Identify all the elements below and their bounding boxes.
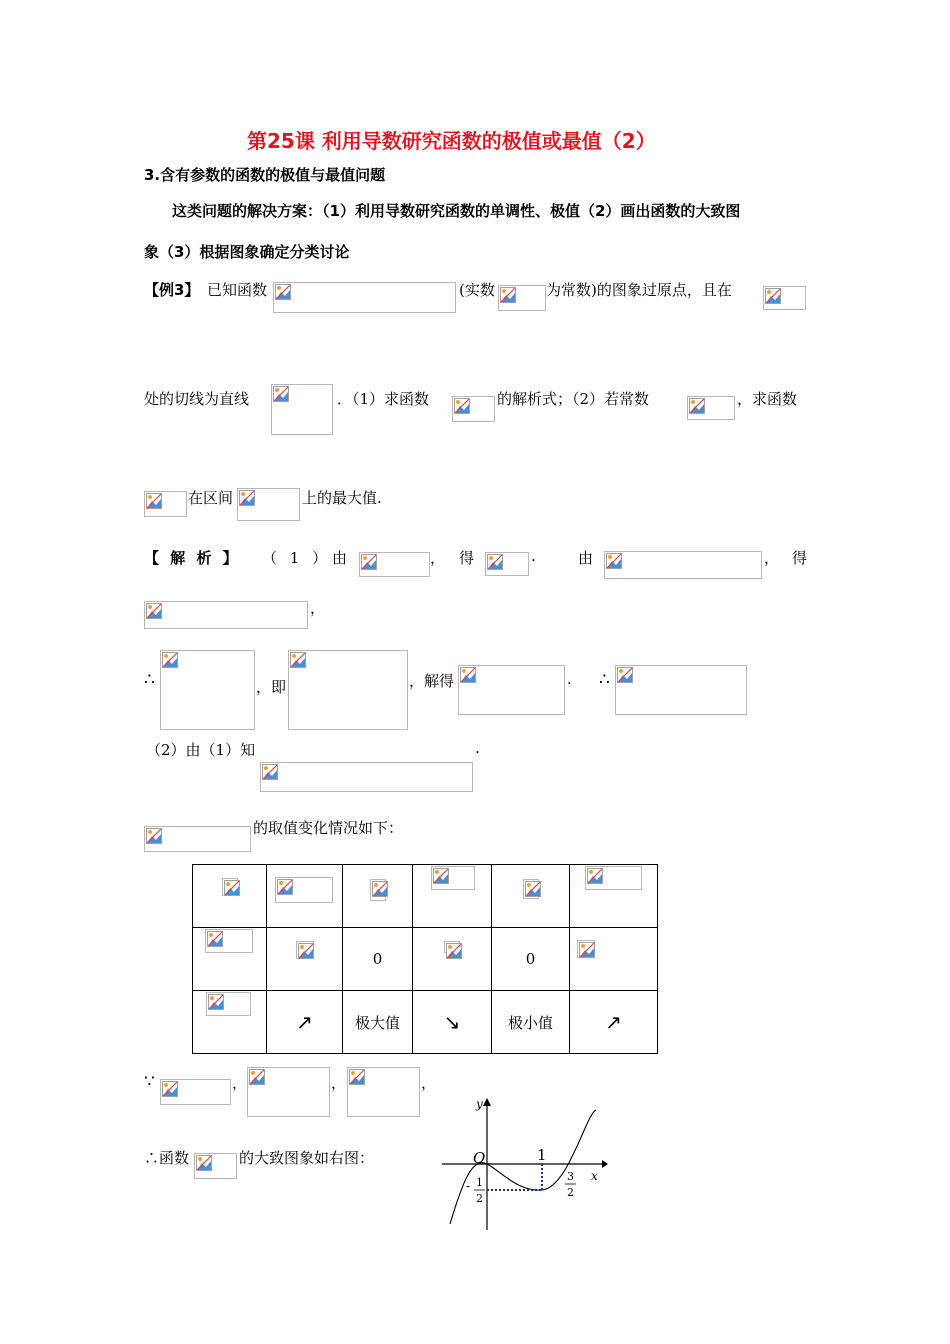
- table-cell: [413, 865, 492, 928]
- example-text-4: 处的切线为直线: [144, 390, 250, 408]
- three-half-numerator: 3: [567, 1170, 574, 1183]
- solution-text: .: [531, 547, 536, 565]
- neg-half-numerator: 1: [476, 1176, 483, 1189]
- example-text-9: 上的最大值.: [302, 489, 382, 507]
- solution-part2: （2）由（1）知: [146, 741, 256, 759]
- table-cell: [413, 928, 492, 991]
- formula-image: [359, 552, 430, 577]
- broken-image-icon: [579, 942, 595, 958]
- broken-image-icon: [433, 868, 449, 884]
- broken-image-icon: [298, 943, 314, 959]
- broken-image-icon: [349, 1069, 365, 1085]
- broken-image-icon: [196, 1155, 212, 1171]
- example-text-2: (实数: [459, 281, 495, 299]
- example-text-3: 为常数)的图象过原点，且在: [546, 281, 732, 299]
- table-cell: [267, 991, 343, 1054]
- broken-image-icon: [239, 490, 255, 506]
- therefore-symbol: ∴: [144, 670, 155, 690]
- increasing-arrow-icon: ↗: [605, 1010, 622, 1034]
- table-cell: [267, 865, 343, 928]
- solution-text: .: [567, 670, 572, 688]
- table-cell: [343, 865, 413, 928]
- formula-image: [273, 282, 456, 313]
- formula-image: [206, 992, 251, 1016]
- broken-image-icon: [446, 943, 462, 959]
- solution-text: ，: [430, 549, 446, 567]
- broken-image-icon: [146, 493, 162, 509]
- formula-image: [160, 1079, 231, 1105]
- example-text-5: ．（1）求函数: [337, 390, 430, 408]
- table-cell: 0: [492, 928, 570, 991]
- table-cell: [193, 991, 267, 1054]
- formula-image: [205, 929, 253, 953]
- broken-image-icon: [273, 386, 289, 402]
- formula-image: [144, 826, 251, 852]
- solution-text: ，: [421, 1074, 437, 1092]
- broken-image-icon: [460, 667, 476, 683]
- solution-text: 由: [332, 549, 348, 567]
- table-cell: 0: [343, 928, 413, 991]
- solution-text: ，: [232, 1074, 248, 1092]
- solution-text: 由: [578, 549, 594, 567]
- solution-text: ，解得: [409, 672, 455, 690]
- x-axis-label: x: [591, 1169, 598, 1183]
- table-cell: [570, 928, 658, 991]
- example-text-7: ，求函数: [737, 390, 798, 408]
- formula-image: [347, 1067, 420, 1117]
- broken-image-icon: [454, 398, 470, 414]
- formula-image: [687, 396, 735, 420]
- broken-image-icon: [587, 868, 603, 884]
- formula-image: [247, 1067, 330, 1117]
- example-text-8: 在区间: [188, 489, 234, 507]
- table-cell: [193, 865, 267, 928]
- section-heading: 3.含有参数的函数的极值与最值问题: [144, 166, 386, 184]
- variation-table: [192, 864, 658, 1054]
- formula-image: [370, 879, 386, 901]
- broken-image-icon: [290, 652, 306, 668]
- broken-image-icon: [275, 284, 291, 300]
- decreasing-arrow-icon: ↘: [443, 1010, 461, 1034]
- solution-text: 的取值变化情况如下：: [253, 819, 404, 837]
- formula-image: [271, 384, 333, 435]
- broken-image-icon: [765, 288, 781, 304]
- broken-image-icon: [617, 667, 633, 683]
- three-half-denominator: 2: [567, 1186, 574, 1199]
- solution-text: 得: [792, 549, 808, 567]
- formula-image: [222, 878, 238, 896]
- formula-image: [458, 665, 565, 715]
- solution-text: ，即: [256, 678, 287, 696]
- formula-image: [296, 941, 314, 959]
- broken-image-icon: [500, 287, 516, 303]
- formula-image: [237, 488, 300, 521]
- table-cell: [193, 928, 267, 991]
- broken-image-icon: [487, 554, 503, 570]
- broken-image-icon: [606, 553, 622, 569]
- table-cell: 极小值: [492, 991, 570, 1054]
- broken-image-icon: [689, 398, 705, 414]
- formula-image: [577, 940, 595, 958]
- because-symbol: ∵: [144, 1072, 155, 1092]
- formula-image: [763, 286, 806, 310]
- formula-image: [498, 285, 546, 311]
- broken-image-icon: [146, 603, 162, 619]
- solution-part1: （ 1 ）: [262, 549, 332, 567]
- function-graph: [436, 1094, 612, 1234]
- formula-image: [444, 941, 460, 953]
- y-axis-arrow-icon: [483, 1098, 491, 1106]
- broken-image-icon: [208, 994, 224, 1010]
- table-cell: [267, 928, 343, 991]
- broken-image-icon: [146, 828, 162, 844]
- broken-image-icon: [262, 764, 278, 780]
- solution-text: ，: [310, 599, 326, 617]
- therefore-symbol: ∴: [599, 670, 610, 690]
- broken-image-icon: [372, 881, 388, 897]
- solution-label: 【 解 析 】: [144, 549, 241, 567]
- table-cell: [413, 991, 492, 1054]
- formula-image: [260, 762, 473, 792]
- formula-image: [452, 396, 495, 422]
- broken-image-icon: [525, 881, 541, 897]
- solution-text: 得: [459, 549, 475, 567]
- formula-image: [275, 877, 333, 903]
- broken-image-icon: [361, 554, 377, 570]
- solution-text: ，: [764, 549, 780, 567]
- formula-image: [585, 866, 642, 890]
- broken-image-icon: [277, 879, 293, 895]
- formula-image: [485, 552, 529, 576]
- formula-image: [160, 650, 255, 730]
- page-title: 第25课 利用导数研究函数的极值或最值（2）: [247, 129, 656, 153]
- broken-image-icon: [162, 1081, 178, 1097]
- formula-image: [144, 601, 308, 629]
- x-axis-arrow-icon: [602, 1160, 608, 1168]
- example-label: 【例3】: [144, 281, 200, 299]
- table-row: [193, 991, 658, 1054]
- broken-image-icon: [162, 652, 178, 668]
- intro-line-2: 象（3）根据图象确定分类讨论: [144, 243, 350, 261]
- formula-image: [431, 866, 475, 890]
- neg-sign-label: -: [466, 1179, 471, 1193]
- example-text-6: 的解析式；（2）若常数: [497, 390, 650, 408]
- graph-caption-post: 的大致图象如右图：: [239, 1149, 375, 1167]
- broken-image-icon: [224, 880, 240, 896]
- example-text-1: 已知函数: [207, 281, 268, 299]
- table-row: [193, 928, 658, 991]
- intro-line-1: 这类问题的解决方案：（1）利用导数研究函数的单调性、极值（2）画出函数的大致图: [172, 202, 741, 220]
- y-axis-label: y: [476, 1097, 483, 1111]
- table-cell: [570, 865, 658, 928]
- function-curve: [450, 1110, 596, 1224]
- broken-image-icon: [249, 1069, 265, 1085]
- formula-image: [604, 551, 762, 579]
- increasing-arrow-icon: ↗: [296, 1010, 313, 1034]
- formula-image: [615, 665, 747, 715]
- broken-image-icon: [207, 931, 223, 947]
- solution-text: .: [475, 739, 480, 757]
- formula-image: [144, 491, 187, 517]
- table-cell: 极大值: [343, 991, 413, 1054]
- formula-image: [194, 1153, 237, 1179]
- tick-label-1: 1: [537, 1146, 547, 1164]
- graph-caption-pre: ∴函数: [144, 1149, 190, 1167]
- solution-text: ，: [331, 1074, 347, 1092]
- table-cell: [492, 865, 570, 928]
- table-row: [193, 865, 658, 928]
- formula-image: [288, 650, 408, 730]
- formula-image: [523, 879, 539, 899]
- origin-label: O: [473, 1149, 486, 1167]
- neg-half-denominator: 2: [476, 1192, 483, 1205]
- table-cell: [570, 991, 658, 1054]
